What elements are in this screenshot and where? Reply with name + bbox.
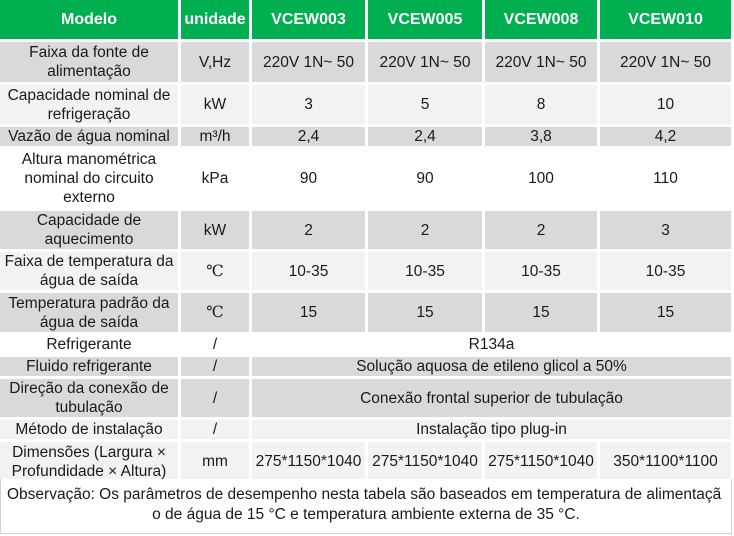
- param-label: Faixa da fonte de alimentação: [0, 42, 181, 85]
- value-cell: 90: [368, 149, 485, 211]
- header-unidade: unidade: [181, 0, 252, 42]
- param-label: Temperatura padrão da água de saída: [0, 293, 181, 335]
- param-label: Refrigerante: [0, 335, 181, 357]
- value-cell: 3: [600, 211, 734, 252]
- unit-cell: kW: [181, 85, 252, 127]
- param-label: Faixa de temperatura da água de saída: [0, 252, 181, 293]
- table-row: [0, 420, 734, 442]
- header-vcew010: VCEW010: [600, 0, 734, 42]
- table-row: [0, 42, 734, 85]
- value-cell: 10-35: [600, 252, 734, 293]
- table-row: [0, 149, 734, 211]
- value-cell: 275*1150*1040: [252, 442, 368, 484]
- table-row: [0, 127, 734, 149]
- param-label: Fluido refrigerante: [0, 357, 181, 379]
- header-vcew003: VCEW003: [252, 0, 368, 42]
- unit-cell: ℃: [181, 293, 252, 335]
- table-row: [0, 335, 734, 357]
- value-cell: 10: [600, 85, 734, 127]
- value-cell: 2: [485, 211, 600, 252]
- value-cell: 4,2: [600, 127, 734, 149]
- value-cell: 275*1150*1040: [485, 442, 600, 484]
- unit-cell: V,Hz: [181, 42, 252, 85]
- unit-cell: /: [181, 379, 252, 420]
- header-modelo: Modelo: [0, 0, 181, 42]
- unit-cell: ℃: [181, 252, 252, 293]
- table-row: [0, 442, 734, 484]
- param-label: Capacidade de aquecimento: [0, 211, 181, 252]
- merged-value-cell: Solução aquosa de etileno glicol a 50%: [252, 357, 734, 379]
- merged-value-cell: Conexão frontal superior de tubulação: [252, 379, 734, 420]
- value-cell: 350*1100*1100: [600, 442, 734, 484]
- value-cell: 220V 1N~ 50: [485, 42, 600, 85]
- table-row: [0, 211, 734, 252]
- param-label: Vazão de água nominal: [0, 127, 181, 149]
- unit-cell: mm: [181, 442, 252, 484]
- param-label: Direção da conexão de tubulação: [0, 379, 181, 420]
- param-label: Altura manométrica nominal do circuito externo: [0, 149, 181, 211]
- unit-cell: /: [181, 335, 252, 357]
- value-cell: 2,4: [252, 127, 368, 149]
- value-cell: 10-35: [252, 252, 368, 293]
- header-vcew005: VCEW005: [368, 0, 485, 42]
- unit-cell: m³/h: [181, 127, 252, 149]
- value-cell: 275*1150*1040: [368, 442, 485, 484]
- value-cell: 5: [368, 85, 485, 127]
- footnote-line-2: o de água de 15 °C e temperatura ambiente externa de 35 °C.: [152, 506, 580, 523]
- value-cell: 220V 1N~ 50: [368, 42, 485, 85]
- unit-cell: kW: [181, 211, 252, 252]
- param-label: Método de instalação: [0, 420, 181, 442]
- value-cell: 100: [485, 149, 600, 211]
- value-cell: 3,8: [485, 127, 600, 149]
- value-cell: 220V 1N~ 50: [252, 42, 368, 85]
- table-row: [0, 357, 734, 379]
- table-row: [0, 379, 734, 420]
- value-cell: 8: [485, 85, 600, 127]
- value-cell: 3: [252, 85, 368, 127]
- value-cell: 220V 1N~ 50: [600, 42, 734, 85]
- value-cell: 90: [252, 149, 368, 211]
- value-cell: 110: [600, 149, 734, 211]
- value-cell: 2: [252, 211, 368, 252]
- unit-cell: kPa: [181, 149, 252, 211]
- value-cell: 15: [485, 293, 600, 335]
- merged-value-cell: R134a: [252, 335, 734, 357]
- table-row: [0, 85, 734, 127]
- table-row: [0, 293, 734, 335]
- value-cell: 2,4: [368, 127, 485, 149]
- unit-cell: /: [181, 420, 252, 442]
- value-cell: 2: [368, 211, 485, 252]
- header-row: [0, 0, 734, 42]
- unit-cell: /: [181, 357, 252, 379]
- merged-value-cell: Instalação tipo plug-in: [252, 420, 734, 442]
- header-vcew008: VCEW008: [485, 0, 600, 42]
- value-cell: 10-35: [485, 252, 600, 293]
- value-cell: 15: [252, 293, 368, 335]
- value-cell: 10-35: [368, 252, 485, 293]
- footnote: [0, 479, 732, 534]
- footnote-line-1: Observação: Os parâmetros de desempenho nesta tabela são baseados em temperatura de alimentaçã: [7, 486, 722, 503]
- value-cell: 15: [600, 293, 734, 335]
- param-label: Dimensões (Largura × Profundidade × Altura): [0, 442, 181, 484]
- param-label: Capacidade nominal de refrigeração: [0, 85, 181, 127]
- table-row: [0, 252, 734, 293]
- value-cell: 15: [368, 293, 485, 335]
